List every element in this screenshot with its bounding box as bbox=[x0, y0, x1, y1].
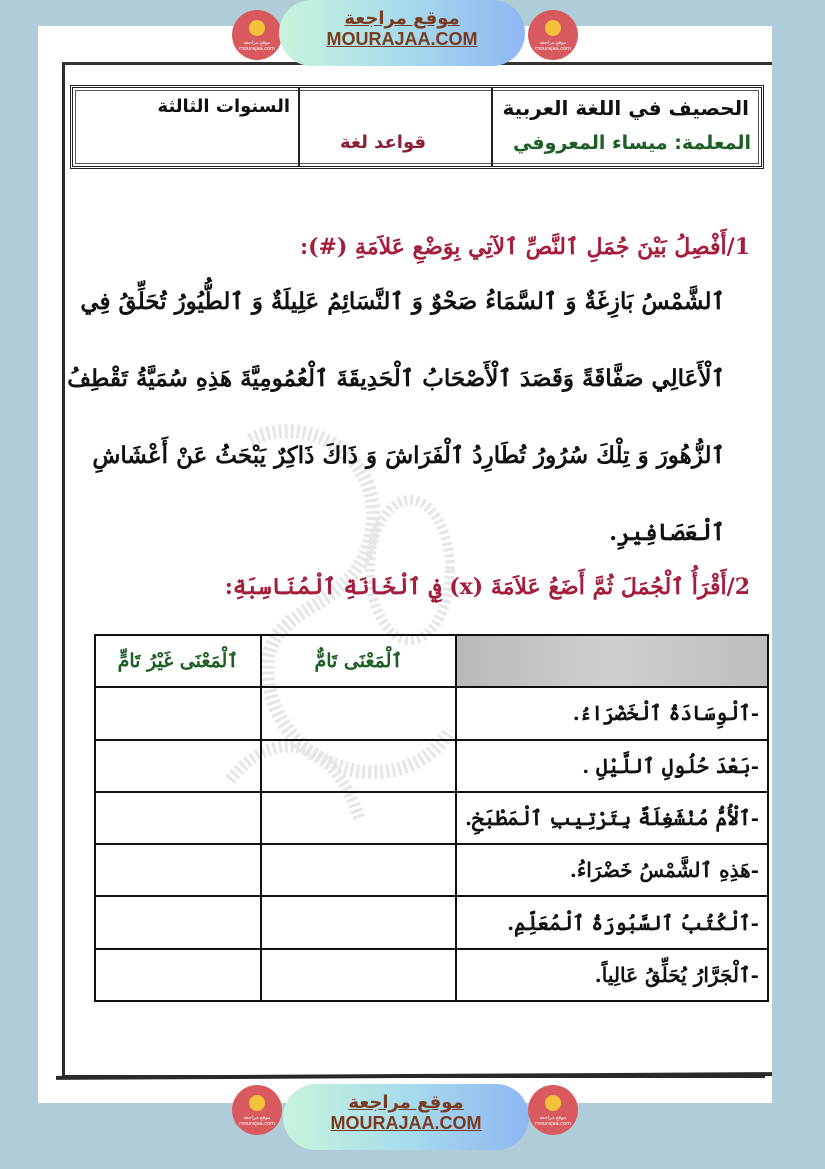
passage-line: ٱلزُّهُورَ وَ تِلْكَ سُرُورُ تُطَارِدُ ٱلْفَرَاشَ وَ ذَاكَ ذَاكِرٌ يَبْحَثُ عَنْ أَعْشَاشِ bbox=[92, 442, 725, 469]
book-icon bbox=[249, 20, 265, 36]
topic-label: قواعد لغة bbox=[340, 132, 427, 153]
worksheet-header bbox=[70, 85, 764, 169]
sentence-cell: -ٱلْوِسَادَةُ ٱلْخَضْرَاءُ. bbox=[456, 687, 768, 739]
logo-caption: موقع مراجعة mourajaa.com bbox=[238, 1115, 275, 1127]
sentence-cell: -ٱلْجَرَّارُ يُحَلِّقُ عَالِياً. bbox=[456, 949, 768, 1001]
table-row bbox=[95, 792, 768, 844]
table-header-row bbox=[95, 635, 768, 687]
question-1-passage bbox=[67, 282, 725, 590]
complete-meaning-answer-cell[interactable] bbox=[261, 949, 456, 1001]
incomplete-meaning-answer-cell[interactable] bbox=[95, 687, 261, 739]
site-name-latin[interactable]: MOURAJAA.COM bbox=[330, 1113, 482, 1133]
question-1-title: 1/أَفْصِلُ بَيْنَ جُمَلِ ٱلنَّصِّ ٱلآتِي بِوَضْعِ عَلاَمَةِ (#): bbox=[300, 234, 750, 260]
site-logo-right-bottom[interactable] bbox=[528, 1085, 578, 1135]
header-subject-cell bbox=[491, 88, 761, 166]
logo-caption: موقع مراجعة mourajaa.com bbox=[534, 1115, 571, 1127]
site-name-arabic[interactable]: موقع مراجعة bbox=[344, 8, 460, 29]
table-row bbox=[95, 844, 768, 896]
column-header-complete-meaning: ٱلْمَعْنَى تَامٌّ bbox=[261, 635, 456, 687]
answer-table bbox=[94, 634, 769, 1002]
book-icon bbox=[545, 1095, 561, 1111]
incomplete-meaning-answer-cell[interactable] bbox=[95, 740, 261, 792]
book-icon bbox=[249, 1095, 265, 1111]
passage-line: ٱلشَّمْسُ بَازِغَةٌ وَ ٱلسَّمَاءُ صَحْوٌ وَ ٱلنَّسَائِمُ عَلِيلَةٌ وَ ٱلطُّيُورُ تُحَلِّقُ فِي bbox=[80, 288, 725, 315]
sentence-cell: -ٱلْكُتُبُ ٱلسَّبُورَةُ ٱلْمُعَلِّمِ. bbox=[456, 896, 768, 948]
logo-caption: موقع مراجعة mourajaa.com bbox=[238, 40, 275, 52]
site-logo-left-top[interactable] bbox=[232, 10, 282, 60]
complete-meaning-answer-cell[interactable] bbox=[261, 896, 456, 948]
logo-caption: موقع مراجعة mourajaa.com bbox=[534, 40, 571, 52]
teacher-name: المعلمة: ميساء المعروفي bbox=[512, 132, 751, 154]
passage-line: ٱلْأَعَالِي صَفَّاقَةً وَقَصَدَ ٱلْأَصْحَابُ ٱلْحَدِيقَةَ ٱلْعُمُومِيَّةَ هَذِهِ سُمَيَّةُ تَقْطِفُ bbox=[67, 365, 725, 392]
complete-meaning-answer-cell[interactable] bbox=[261, 740, 456, 792]
column-header-blurred bbox=[456, 635, 768, 687]
table-row bbox=[95, 949, 768, 1001]
table-row bbox=[95, 740, 768, 792]
site-name-latin[interactable]: MOURAJAA.COM bbox=[326, 29, 478, 49]
complete-meaning-answer-cell[interactable] bbox=[261, 844, 456, 896]
site-logo-left-bottom[interactable] bbox=[232, 1085, 282, 1135]
complete-meaning-answer-cell[interactable] bbox=[261, 687, 456, 739]
column-header-incomplete-meaning: ٱلْمَعْنَى غَيْرُ تَامٍّ bbox=[95, 635, 261, 687]
grade-label: السنوات الثالثة bbox=[157, 96, 290, 117]
complete-meaning-answer-cell[interactable] bbox=[261, 792, 456, 844]
header-grade-cell bbox=[73, 88, 298, 166]
site-logo-right-top[interactable] bbox=[528, 10, 578, 60]
site-banner-bottom[interactable] bbox=[283, 1084, 529, 1150]
incomplete-meaning-answer-cell[interactable] bbox=[95, 792, 261, 844]
site-banner-top[interactable] bbox=[279, 0, 525, 66]
incomplete-meaning-answer-cell[interactable] bbox=[95, 949, 261, 1001]
table-row bbox=[95, 687, 768, 739]
sentence-cell: -هَذِهِ ٱلشَّمْسُ خَضْرَاءُ. bbox=[456, 844, 768, 896]
table-row bbox=[95, 896, 768, 948]
site-name-arabic[interactable]: موقع مراجعة bbox=[348, 1092, 464, 1113]
sentence-cell: -بَعْدَ حُلُولِ ٱللَّيْلِ . bbox=[456, 740, 768, 792]
subject-title: الحصيف في اللغة العربية bbox=[502, 96, 749, 120]
sentence-cell: -ٱلْأُمُّ مُنْشَغِلَةٌ بِتَرْتِيبِ ٱلْمَطْبَخِ. bbox=[456, 792, 768, 844]
book-icon bbox=[545, 20, 561, 36]
passage-line: ٱلْعَصَافِيرِ. bbox=[609, 519, 725, 546]
header-topic-cell bbox=[298, 88, 491, 166]
incomplete-meaning-answer-cell[interactable] bbox=[95, 896, 261, 948]
question-2-title: 2/أَقْرَأُ ٱلْجُمَلَ ثُمَّ أَضَعُ عَلاَمَةَ (x) فِي ٱلْخَانَةِ ٱلْمُنَاسِبَةِ: bbox=[224, 574, 750, 600]
incomplete-meaning-answer-cell[interactable] bbox=[95, 844, 261, 896]
